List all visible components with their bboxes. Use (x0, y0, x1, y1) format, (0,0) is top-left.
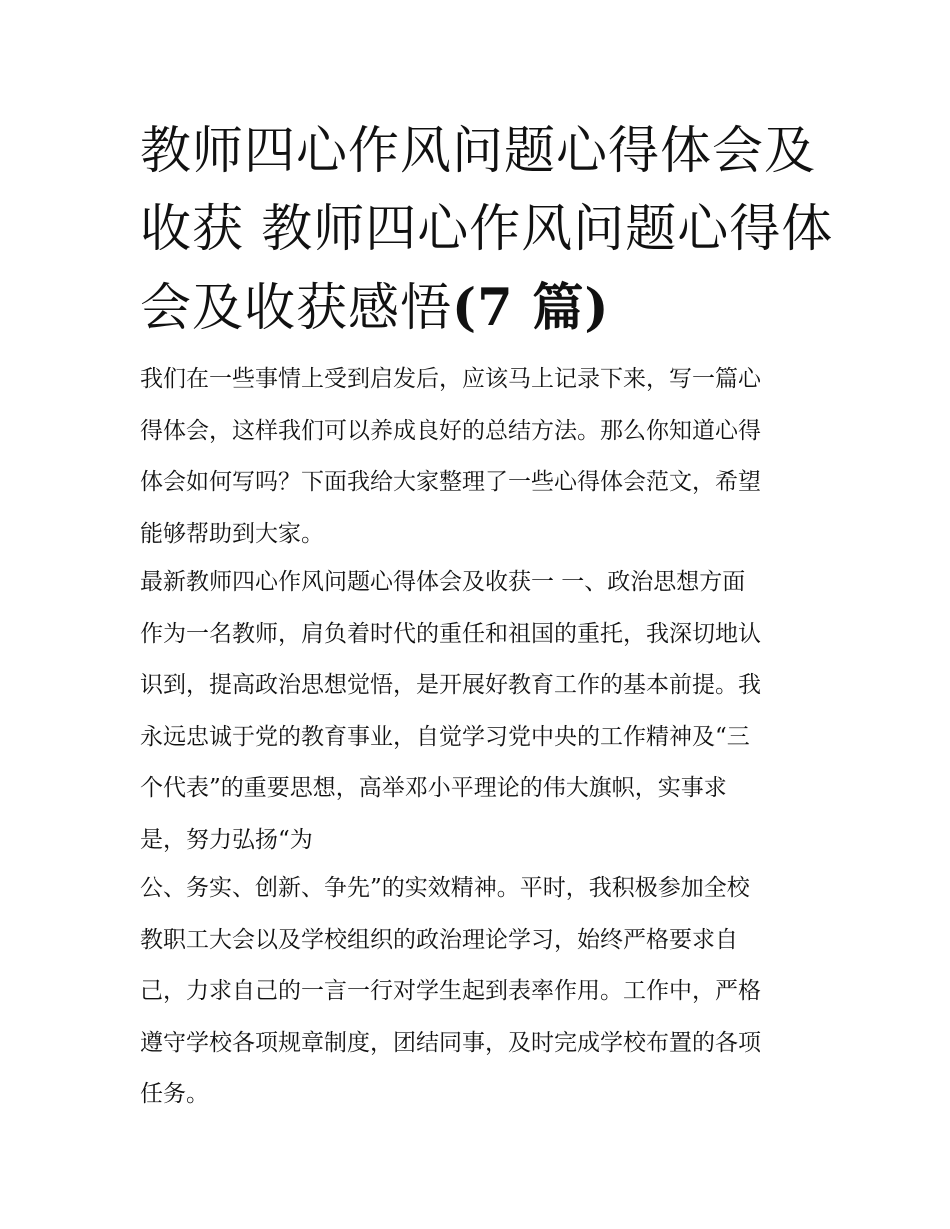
paragraph-line: 公、务实、创新、争先”的实效精神。平时，我积极参加全校 (140, 875, 750, 901)
section-one-paragraph (140, 557, 820, 866)
paragraph-line: 能够帮助到大家。 (140, 520, 324, 547)
paragraph-line: 体会如何写吗？下面我给大家整理了一些心得体会范文，希望 (140, 469, 761, 495)
paragraph-line: 任务。 (140, 1081, 209, 1107)
paragraph-line: 个代表”的重要思想，高举邓小平理论的伟大旗帜，实事求 (140, 775, 727, 801)
section-one-continued-paragraph (140, 863, 820, 1121)
intro-paragraph (140, 354, 820, 560)
title-line: 收获 教师四心作风问题心得体 (140, 200, 834, 259)
paragraph-line: 我们在一些事情上受到启发后，应该马上记录下来，写一篇心 (140, 366, 761, 392)
paragraph-line: 识到，提高政治思想觉悟，是开展好教育工作的基本前提。我 (140, 672, 761, 698)
paragraph-line: 己，力求自己的一言一行对学生起到表率作用。工作中，严格 (140, 978, 761, 1004)
paragraph-line: 是，努力弘扬“为 (140, 826, 313, 853)
paragraph-line: 得体会，这样我们可以养成良好的总结方法。那么你知道心得 (140, 417, 761, 444)
paragraph-line: 遵守学校各项规章制度，团结同事，及时完成学校布置的各项 (140, 1029, 761, 1056)
paragraph-line: 作为一名教师，肩负着时代的重任和祖国的重托，我深切地认 (140, 620, 761, 647)
title-line: 教师四心作风问题心得体会及 (140, 122, 817, 181)
title-line-text: 会及收获感悟 (140, 279, 453, 338)
paragraph-line: 教职工大会以及学校组织的政治理论学习，始终严格要求自 (140, 926, 738, 953)
title-line-final (140, 269, 820, 348)
paragraph-line: 最新教师四心作风问题心得体会及收获一 一、政治思想方面 (140, 569, 746, 595)
paragraph-line: 永远忠诚于党的教育事业，自觉学习党中央的工作精神及“三 (140, 723, 750, 750)
document-title (140, 113, 834, 348)
title-count: (7 篇) (452, 278, 610, 338)
